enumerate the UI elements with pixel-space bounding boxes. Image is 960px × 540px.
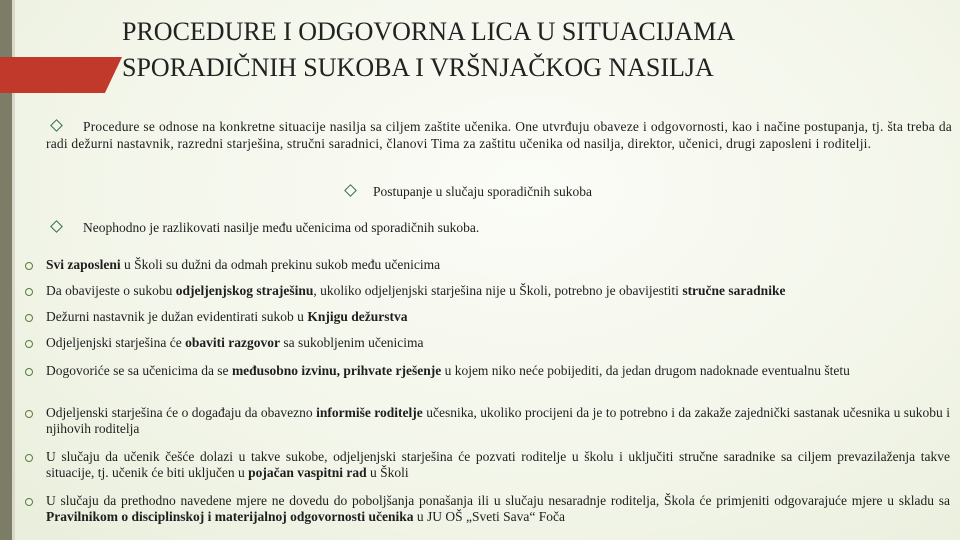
list-item-bold: odjeljenjskog straješinu bbox=[175, 283, 314, 298]
list-item bbox=[20, 335, 950, 351]
circle-bullet-icon bbox=[25, 262, 33, 270]
list-item-bold: stručne saradnike bbox=[682, 283, 786, 298]
list-item bbox=[20, 283, 950, 299]
list-item bbox=[20, 493, 950, 525]
intro-paragraph bbox=[46, 118, 952, 152]
section-heading-text: Postupanje u slučaju sporadičnih sukoba bbox=[373, 184, 592, 199]
diamond-bullet-icon bbox=[50, 220, 63, 233]
distinguish-line bbox=[46, 220, 479, 236]
list-item-text: Da obavijeste o sukobu bbox=[46, 283, 176, 298]
circle-bullet-icon bbox=[25, 288, 33, 296]
list-item-text: u Školi bbox=[366, 465, 409, 480]
list-item-bold: informiše roditelje bbox=[316, 405, 423, 420]
list-item-text: u JU OŠ „Sveti Sava“ Foča bbox=[413, 509, 566, 524]
section-heading bbox=[340, 184, 592, 200]
list-item-bold: pojačan vaspitni rad bbox=[248, 465, 367, 480]
list-item-text: U slučaju da učenik češće dolazi u takve sukobe, odjeljenjski starješina će pozvati roditelje u školu i uključiti stručne saradnike sa ciljem prevazilaženja takve situacije, tj. učenik će biti uključen u bbox=[46, 449, 950, 480]
circle-bullet-icon bbox=[25, 368, 33, 376]
list-item-text: Dežurni nastavnik je dužan evidentirati sukob u bbox=[46, 309, 308, 324]
list-item-text: učesnika, ukoliko procijeni da je to potrebno i da zakaže zajednički sastanak učesnika u sukobu i njihovih roditelja bbox=[46, 405, 950, 436]
title-accent-tab bbox=[0, 57, 122, 93]
list-item-bold: Pravilnikom o disciplinskoj i materijalnoj odgovornosti učenika bbox=[46, 509, 414, 524]
list-item bbox=[20, 405, 950, 437]
list-item-text: U slučaju da prethodno navedene mjere ne dovedu do poboljšanja ponašanja ili u slučaju nesaradnje roditelja, Škola će primjeniti odgovarajuće mjere u skladu sa bbox=[46, 493, 950, 508]
circle-bullet-icon bbox=[25, 410, 33, 418]
circle-bullet-icon bbox=[25, 314, 33, 322]
list-item-text: Dogovoriće se sa učenicima da se bbox=[46, 363, 232, 378]
list-item-text: u Školi su dužni da odmah prekinu sukob među učenicima bbox=[120, 257, 441, 272]
list-item bbox=[20, 363, 950, 379]
circle-bullet-icon bbox=[25, 340, 33, 348]
circle-bullet-icon bbox=[25, 454, 33, 462]
list-item bbox=[20, 449, 950, 481]
list-item-bold: Knjigu dežurstva bbox=[307, 309, 408, 324]
list-item-text: u kojem niko neće pobijediti, da jedan drugom nadoknade eventualnu štetu bbox=[441, 363, 850, 378]
list-item bbox=[20, 257, 950, 273]
distinguish-text: Neophodno je razlikovati nasilje među učenicima od sporadičnih sukoba. bbox=[83, 220, 480, 235]
circle-bullet-icon bbox=[25, 498, 33, 506]
title-line-1: PROCEDURE I ODGOVORNA LICA U SITUACIJAMA bbox=[122, 17, 736, 46]
intro-text: Procedure se odnose na konkretne situacije nasilja sa ciljem zaštite učenika. One utvrđuju obaveze i odgovornosti, kao i načine postupanja, tj. šta treba da radi dežurni nastavnik, razredni starješina, stručni saradnici, članovi Tima za zaštitu učenika od nasilja, direktor, učenici, drugi zaposleni i roditelji. bbox=[46, 119, 952, 151]
list-item-text: Odjeljenjski starješina će bbox=[46, 335, 186, 350]
list-item bbox=[20, 309, 950, 325]
title-line-2: SPORADIČNIH SUKOBA I VRŠNJAČKOG NASILJA bbox=[122, 53, 714, 82]
slide-title bbox=[122, 14, 902, 86]
list-item-text: sa sukobljenim učenicima bbox=[279, 335, 424, 350]
diamond-bullet-icon bbox=[50, 119, 63, 132]
list-item-bold: obaviti razgovor bbox=[185, 335, 280, 350]
list-item-text: Odjeljenski starješina će o događaju da obavezno bbox=[46, 405, 317, 420]
list-item-text: , ukoliko odjeljenjski starješina nije u Školi, potrebno je obavijestiti bbox=[313, 283, 683, 298]
list-item-bold: međusobno izvinu, prihvate rješenje bbox=[231, 363, 442, 378]
diamond-bullet-icon bbox=[344, 184, 357, 197]
list-item-bold: Svi zaposleni bbox=[46, 257, 121, 272]
